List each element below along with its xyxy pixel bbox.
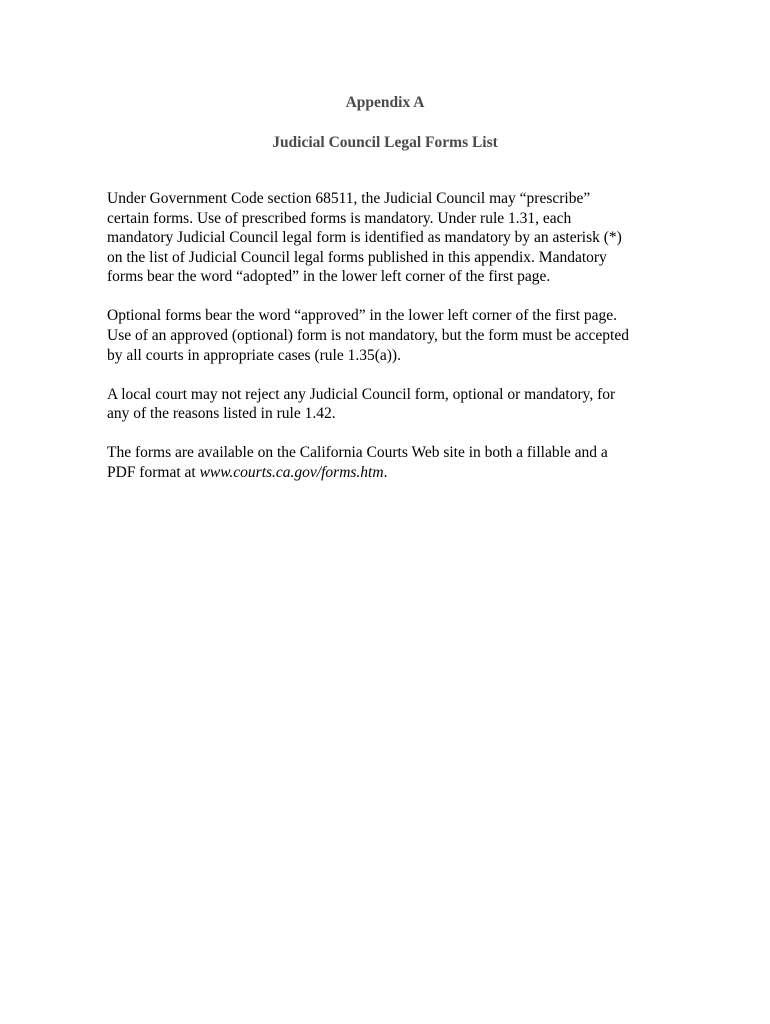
text-line: certain forms. Use of prescribed forms is mandatory. Under rule 1.31, each <box>107 209 572 227</box>
paragraph-local-court <box>107 385 667 424</box>
url-prefix: PDF format at <box>107 464 200 482</box>
document-title: Judicial Council Legal Forms List <box>272 134 498 151</box>
paragraph-optional-forms <box>107 306 667 365</box>
paragraph-availability <box>107 443 667 482</box>
text-line: Optional forms bear the word “approved” in the lower left corner of the first page. <box>107 307 618 325</box>
text-line: any of the reasons listed in rule 1.42. <box>107 405 336 423</box>
text-line: by all courts in appropriate cases (rule 1.35(a)). <box>107 346 401 364</box>
text-line: The forms are available on the California Courts Web site in both a fillable and a <box>107 444 608 462</box>
url-suffix: . <box>383 464 388 482</box>
text-line: on the list of Judicial Council legal forms published in this appendix. Mandatory <box>107 248 607 266</box>
appendix-label: Appendix A <box>345 94 425 111</box>
text-line: mandatory Judicial Council legal form is identified as mandatory by an asterisk (*) <box>107 229 622 247</box>
text-line: Use of an approved (optional) form is not mandatory, but the form must be accepted <box>107 327 629 345</box>
document-body <box>107 189 667 502</box>
text-line: Under Government Code section 68511, the Judicial Council may “prescribe” <box>107 190 591 207</box>
paragraph-prescribed-forms <box>107 189 667 287</box>
text-line: A local court may not reject any Judicial Council form, optional or mandatory, for <box>107 385 616 403</box>
forms-url: www.courts.ca.gov/forms.htm <box>199 464 384 482</box>
text-line: forms bear the word “adopted” in the lower left corner of the first page. <box>107 268 551 286</box>
text-line-with-url <box>107 463 667 483</box>
